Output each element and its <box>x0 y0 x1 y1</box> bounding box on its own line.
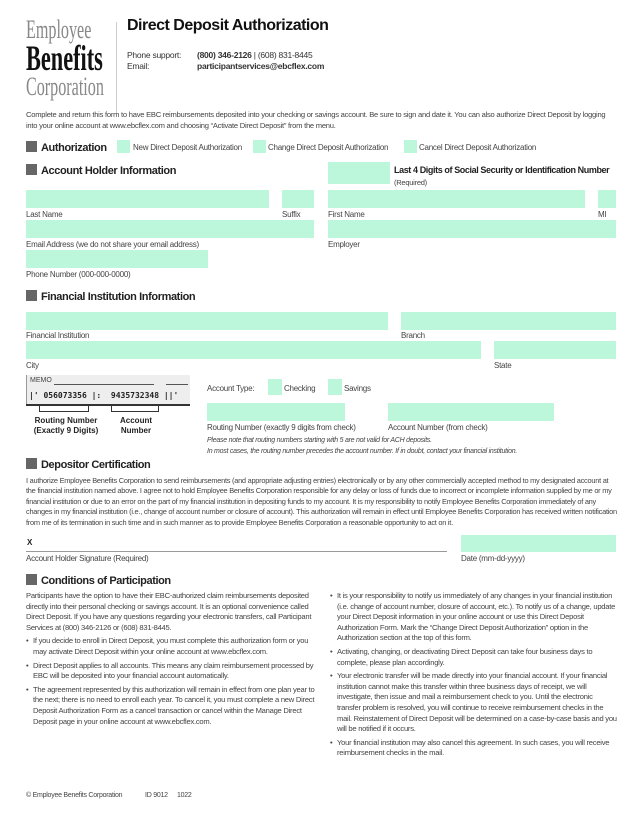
first-name-input[interactable] <box>328 190 585 208</box>
cancel-authorization-checkbox[interactable] <box>404 140 417 153</box>
phone-primary: (800) 346-2126 <box>197 50 252 60</box>
ebc-logo <box>26 15 104 102</box>
section-title: Authorization <box>41 142 107 154</box>
new-authorization-label: New Direct Deposit Authorization <box>133 143 242 152</box>
section-title: Account Holder Information <box>41 165 177 177</box>
logo-line: Employee <box>26 15 92 44</box>
certification-text: I authorize Employee Benefits Corporation to send reimbursements (and appropriate adjusting entries) electronically or by any other commercially accepted method to my designated account at the financial institution named above. I agree not to hold Employee Benefits Corporation responsible for any delay or loss of funds due to incorrect or incomplete information supplied by me or my financial institution or due to an error on the part of my financial institution in depositing funds to my account. It is my responsibility to notify Employee Benefits Corporation immediately of any changes in my financial institution (i.e., change of account number or closure of account). This authorization will remain in effect until Employee Benefits Corporation has received written notification from me of its termination in such time and in such manner as to provide Employee Benefits Corporation a reasonable opportunity to act on it. <box>26 476 617 527</box>
sample-check-image <box>26 375 190 441</box>
authorization-heading <box>26 141 107 154</box>
branch-input[interactable] <box>401 312 616 330</box>
employer-input[interactable] <box>328 220 616 238</box>
account-label: Account Number (from check) <box>388 423 488 432</box>
phone-label: Phone support: <box>127 50 182 60</box>
email-input[interactable] <box>26 220 314 238</box>
footer-form-id: ID 9012 <box>145 792 168 799</box>
checking-label: Checking <box>284 384 316 393</box>
financial-heading <box>26 290 195 303</box>
routing-note: Please note that routing numbers starting with 5 are not valid for ACH deposits. <box>207 437 432 444</box>
section-square-icon <box>26 574 37 585</box>
conditions-left-column <box>26 591 316 727</box>
header-divider <box>116 22 117 114</box>
phone-input[interactable] <box>26 250 208 268</box>
cancel-authorization-label: Cancel Direct Deposit Authorization <box>419 143 537 152</box>
section-square-icon <box>26 141 37 152</box>
signature-x: X <box>27 538 33 547</box>
mi-input[interactable] <box>598 190 616 208</box>
list-item: • Direct Deposit applies to all accounts. This means any claim reimbursement processed by EBC will be deposited into your financial account automatically. <box>26 661 316 682</box>
footer-revision: 1022 <box>177 792 192 799</box>
branch-label: Branch <box>401 331 425 340</box>
city-label: City <box>26 361 39 370</box>
savings-checkbox[interactable] <box>328 379 342 395</box>
institution-input[interactable] <box>26 312 388 330</box>
account-caption: Account Number <box>120 416 152 435</box>
page-title: Direct Deposit Authorization <box>127 17 329 34</box>
email-label: Email Address (we do not share your email address) <box>26 240 199 249</box>
first-name-label: First Name <box>328 210 365 219</box>
last-name-label: Last Name <box>26 210 63 219</box>
list-item: • If you decide to enroll in Direct Deposit, you must complete this authorization form or you may activate Direct Deposit within your online account at www.ebcflex.com. <box>26 636 316 657</box>
conditions-intro: Participants have the option to have their EBC-authorized claim reimbursements deposited directly into their personal checking or savings account. It is an optional convenience called Direct Deposit. If you have any questions regarding your electronic transfers, call Participant Services at (800) 346-2126 or (608) 831-8445. <box>26 591 312 632</box>
ssn-note: (Required) <box>394 178 427 187</box>
phone-label: Phone Number (000-000-0000) <box>26 270 131 279</box>
new-authorization-checkbox[interactable] <box>117 140 130 153</box>
account-number-input[interactable] <box>388 403 554 421</box>
section-title: Depositor Certification <box>41 459 151 471</box>
account-holder-heading <box>26 164 176 177</box>
institution-label: Financial Institution <box>26 331 90 340</box>
logo-line: Benefits <box>26 37 103 78</box>
signature-line[interactable] <box>26 551 447 552</box>
section-title: Conditions of Participation <box>41 575 171 587</box>
list-item: • Your electronic transfer will be made directly into your financial account. If your financial institution cannot make this transfer within three business days of receipt, we will investigate, then issue and mail a reimbursement check to you. Until the electronic transfer problem is resolved, you will continue to receive reimbursement checks in the mail. Reinstatement of Direct Deposit will be determined on a case-by-case basis and you will be notified if it occurs. <box>330 671 618 735</box>
last-name-input[interactable] <box>26 190 269 208</box>
footer-copyright: © Employee Benefits Corporation <box>26 792 123 799</box>
section-square-icon <box>26 458 37 469</box>
conditions-right-column <box>330 591 618 759</box>
list-item: • Your financial institution may also cancel this agreement. In such cases, you will receive reimbursement checks in the mail. <box>330 738 618 759</box>
routing-number-input[interactable] <box>207 403 345 421</box>
change-authorization-checkbox[interactable] <box>253 140 266 153</box>
suffix-label: Suffix <box>282 210 301 219</box>
check-micr: |' 056073356 |: 9435732348 ||' <box>29 391 179 400</box>
signature-label: Account Holder Signature (Required) <box>26 554 149 563</box>
routing-note: In most cases, the routing number precedes the account number. If in doubt, contact your financial institution. <box>207 448 518 455</box>
list-item: • Activating, changing, or deactivating Direct Deposit can take four business days to complete, please plan accordingly. <box>330 647 618 668</box>
routing-label: Routing Number (exactly 9 digits from check) <box>207 423 356 432</box>
account-type-label: Account Type: <box>207 384 255 393</box>
date-input[interactable] <box>461 535 616 552</box>
date-label: Date (mm-dd-yyyy) <box>461 554 525 563</box>
conditions-heading <box>26 574 171 587</box>
ssn-label: Last 4 Digits of Social Security or Identification Number <box>394 165 610 175</box>
savings-label: Savings <box>344 384 371 393</box>
checking-checkbox[interactable] <box>268 379 282 395</box>
section-square-icon <box>26 290 37 301</box>
section-title: Financial Institution Information <box>41 291 196 303</box>
logo-line: Corporation <box>26 72 104 102</box>
phone-separator: | <box>251 50 258 60</box>
check-memo: MEMO <box>30 377 52 384</box>
intro-text: Complete and return this form to have EBC reimbursements deposited into your checking or savings account. Be sure to sign and date it. You can also authorize Direct Deposit by logging into your online account at www.ebcflex.com and choosing “Activate Direct Deposit” from the menu. <box>26 110 606 130</box>
ssn-input[interactable] <box>328 162 390 184</box>
support-email[interactable]: participantservices@ebcflex.com <box>197 60 325 71</box>
state-label: State <box>494 361 512 370</box>
city-input[interactable] <box>26 341 481 359</box>
phone-secondary: (608) 831-8445 <box>257 50 313 60</box>
mi-label: MI <box>598 210 607 219</box>
list-item: • The agreement represented by this authorization will remain in effect from one plan year to the next; there is no need to enroll each year. To cancel it, you must complete a new Direct Deposit Authorization Form as a cancel transaction or cancel within the Manage Direct Deposit page in your online account at www.ebcflex.com. <box>26 685 316 727</box>
change-authorization-label: Change Direct Deposit Authorization <box>268 143 389 152</box>
certification-heading <box>26 458 150 471</box>
suffix-input[interactable] <box>282 190 314 208</box>
employer-label: Employer <box>328 240 360 249</box>
routing-caption: Routing Number (Exactly 9 Digits) <box>33 416 99 435</box>
email-label: Email: <box>127 60 150 71</box>
section-square-icon <box>26 164 37 175</box>
list-item: • It is your responsibility to notify us immediately of any changes in your financial institution (i.e. change of account number, closure of account, etc.). To notify us of a change, update your Direct Deposit information in your online account or use this Direct Deposit Authorization Form. Mark the “Change Direct Deposit Authorization” option in the Authorization section at the top of this form. <box>330 591 618 644</box>
state-input[interactable] <box>494 341 616 359</box>
